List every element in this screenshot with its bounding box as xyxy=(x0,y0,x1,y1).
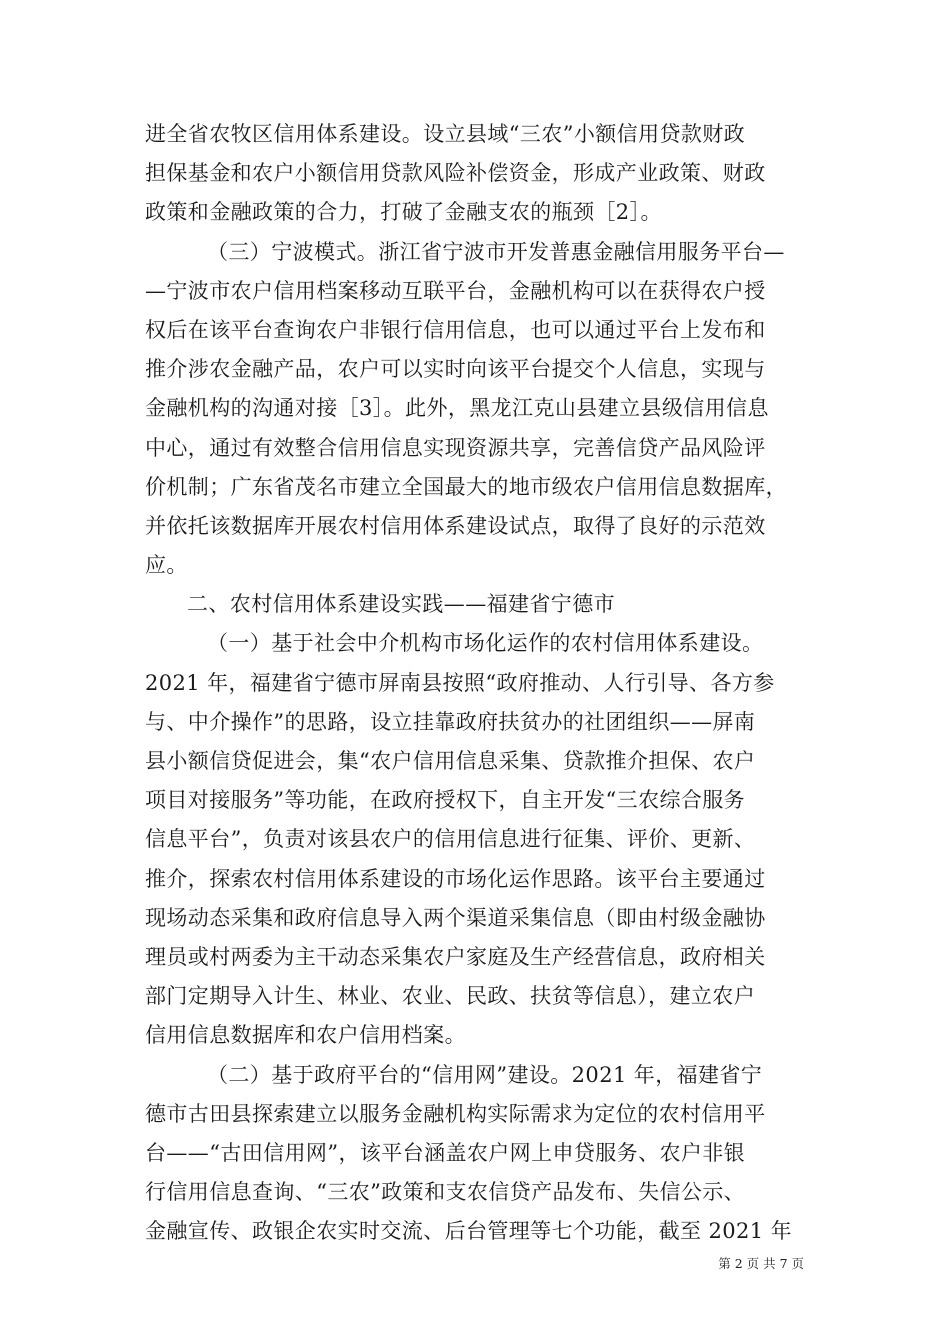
text-line: 县小额信贷促进会，集“农户信用信息采集、贷款推介担保、农户 xyxy=(145,749,756,773)
text-line: 二、农村信用体系建设实践——福建省宁德市 xyxy=(187,592,615,617)
text-line: 金融宣传、政银企农实时交流、后台管理等七个功能，截至 2021 年 xyxy=(145,1219,792,1244)
text-line: （三）宁波模式。浙江省宁波市开发普惠金融信用服务平台— xyxy=(207,239,785,264)
text-line: 现场动态采集和政府信息导入两个渠道采集信息（即由村级金融协 xyxy=(145,905,766,930)
text-line: 政策和金融政策的合力，打破了金融支农的瓶颈［2］。 xyxy=(145,200,662,225)
text-line: 信用信息数据库和农户信用档案。 xyxy=(145,1023,466,1048)
text-line: 信息平台”，负责对该县农户的信用信息进行征集、评价、更新、 xyxy=(145,827,756,852)
text-line: 担保基金和农户小额信用贷款风险补偿资金，形成产业政策、财政 xyxy=(145,161,766,186)
text-line: 2021 年，福建省宁德市屏南县按照“政府推动、人行引导、各方参 xyxy=(145,670,775,695)
text-line: 推介，探索农村信用体系建设的市场化运作思路。该平台主要通过 xyxy=(145,866,766,891)
text-line: 并依托该数据库开展农村信用体系建设试点，取得了良好的示范效 xyxy=(145,513,766,538)
text-line: 应。 xyxy=(145,553,188,578)
text-line: 权后在该平台查询农户非银行信用信息，也可以通过平台上发布和 xyxy=(145,317,766,342)
text-line: 德市古田县探索建立以服务金融机构实际需求为定位的农村信用平 xyxy=(145,1101,766,1126)
text-line: 行信用信息查询、“三农”政策和支农信贷产品发布、失信公示、 xyxy=(145,1180,746,1205)
text-line: 金融机构的沟通对接［3］。此外，黑龙江克山县建立县级信用信息 xyxy=(145,396,769,421)
text-line: 台——“古田信用网”，该平台涵盖农户网上申贷服务、农户非银 xyxy=(145,1140,746,1165)
text-line: （二）基于政府平台的“信用网”建设。2021 年，福建省宁 xyxy=(207,1062,763,1087)
text-line: 理员或村两委为主干动态采集农户家庭及生产经营信息，政府相关 xyxy=(145,944,766,969)
page-number: 第 2 页 共 7 页 xyxy=(718,1256,804,1271)
text-line: 推介涉农金融产品，农户可以实时向该平台提交个人信息，实现与 xyxy=(145,357,766,382)
text-line: 部门定期导入计生、林业、农业、民政、扶贫等信息），建立农户 xyxy=(145,984,756,1009)
text-line: 进全省农牧区信用体系建设。设立县域“三农”小额信用贷款财政 xyxy=(145,122,746,146)
text-line: （一）基于社会中介机构市场化运作的农村信用体系建设。 xyxy=(207,631,764,656)
text-line: —宁波市农户信用档案移动互联平台，金融机构可以在获得农户授 xyxy=(145,278,766,303)
text-line: 价机制；广东省茂名市建立全国最大的地市级农户信用信息数据库， xyxy=(145,474,787,499)
body-text xyxy=(145,115,810,1251)
text-line: 项目对接服务”等功能，在政府授权下，自主开发“三农综合服务 xyxy=(145,788,746,813)
text-line: 与、中介操作”的思路，设立挂靠政府扶贫办的社团组织——屏南 xyxy=(145,709,756,734)
text-line: 中心，通过有效整合信用信息实现资源共享，完善信贷产品风险评 xyxy=(145,435,766,460)
